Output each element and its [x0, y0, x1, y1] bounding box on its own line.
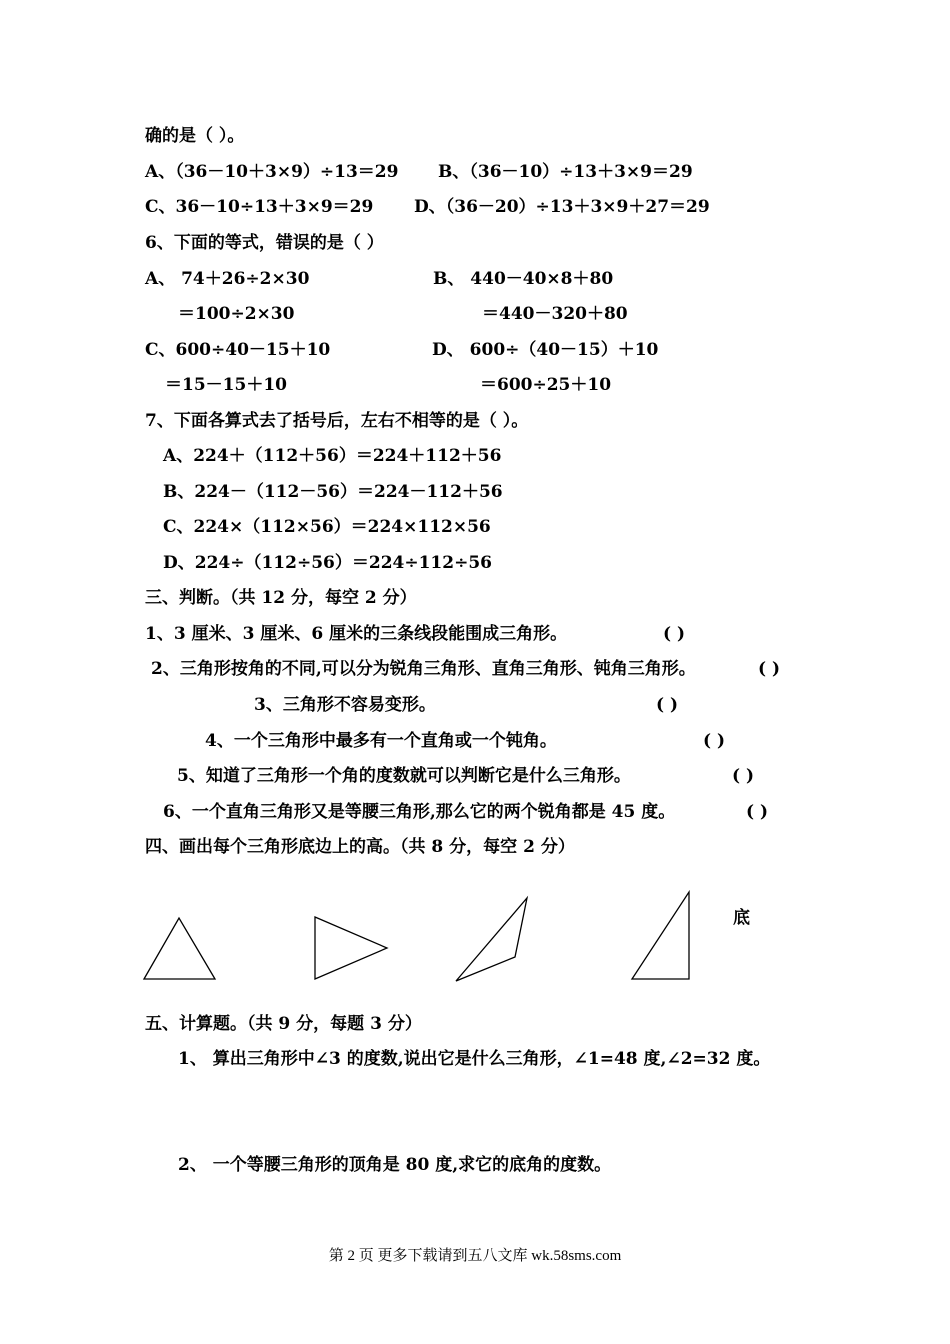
- q7-option-a: A、224＋（112＋56）＝224＋112＋56: [163, 446, 502, 466]
- q6-option-c-line2: ＝15－15＋10: [165, 375, 287, 395]
- judge-item-4-text: 4、一个三角形中最多有一个直角或一个钝角。: [205, 731, 557, 751]
- section4-title: 四、画出每个三角形底边上的高。（共 8 分，每空 2 分）: [145, 837, 575, 857]
- base-label: 底: [733, 908, 750, 928]
- triangle-equilateral: [144, 918, 215, 979]
- judge-item-6-bracket[interactable]: ( ): [746, 802, 769, 822]
- q5-option-c: C、36－10÷13＋3×9＝29: [145, 197, 374, 217]
- judge-item-6-text: 6、一个直角三角形又是等腰三角形,那么它的两个锐角都是 45 度。: [163, 802, 676, 822]
- q5-option-a: A、（36－10＋3×9）÷13＝29: [145, 162, 399, 182]
- q6-option-a-line2: ＝100÷2×30: [178, 304, 295, 324]
- q6-option-c-line1: C、600÷40－15＋10: [145, 340, 331, 360]
- section3-title: 三、判断。（共 12 分，每空 2 分）: [145, 588, 417, 608]
- judge-item-1-text: 1、3 厘米、3 厘米、6 厘米的三条线段能围成三角形。: [145, 624, 568, 644]
- judge-item-5-text: 5、知道了三角形一个角的度数就可以判断它是什么三角形。: [177, 766, 631, 786]
- triangle-pointing-right: [315, 917, 387, 979]
- judge-item-3-bracket[interactable]: ( ): [656, 695, 679, 715]
- judge-item-4-bracket[interactable]: ( ): [703, 731, 726, 751]
- triangle-right: [632, 892, 689, 979]
- q6-title: 6、下面的等式，错误的是（ ）: [145, 233, 384, 253]
- triangle-obtuse: [456, 898, 527, 981]
- page-footer: 第 2 页 更多下载请到五八文库 wk.58sms.com: [328, 1248, 622, 1264]
- q7-title: 7、下面各算式去了括号后，左右不相等的是（ ）。: [145, 411, 529, 431]
- q6-option-d-line1: D、 600÷（40－15）＋10: [432, 340, 659, 360]
- q5-option-b: B、（36－10）÷13＋3×9＝29: [438, 162, 693, 182]
- q6-option-b-line2: ＝440－320＋80: [482, 304, 628, 324]
- q6-option-b-line1: B、 440－40×8＋80: [433, 269, 614, 289]
- calc-question-2: 2、 一个等腰三角形的顶角是 80 度,求它的底角的度数。: [178, 1155, 612, 1175]
- judge-item-5-bracket[interactable]: ( ): [732, 766, 755, 786]
- q7-option-c: C、224×（112×56）＝224×112×56: [163, 517, 491, 537]
- q7-option-b: B、224－（112－56）＝224－112＋56: [163, 482, 503, 502]
- section5-title: 五、计算题。（共 9 分，每题 3 分）: [145, 1014, 422, 1034]
- q6-option-a-line1: A、 74＋26÷2×30: [145, 269, 310, 289]
- q5-stem-tail: 确的是（ ）。: [145, 126, 245, 146]
- judge-item-2-text: 2、三角形按角的不同,可以分为锐角三角形、直角三角形、钝角三角形。: [151, 659, 696, 679]
- judge-item-3-text: 3、三角形不容易变形。: [254, 695, 436, 715]
- q5-option-d: D、（36－20）÷13＋3×9＋27＝29: [414, 197, 710, 217]
- q6-option-d-line2: ＝600÷25＋10: [480, 375, 612, 395]
- calc-question-1: 1、 算出三角形中∠3 的度数,说出它是什么三角形，∠1=48 度,∠2=32 度。: [178, 1049, 771, 1069]
- judge-item-2-bracket[interactable]: ( ): [758, 659, 781, 679]
- q7-option-d: D、224÷（112÷56）＝224÷112÷56: [163, 553, 492, 573]
- judge-item-1-bracket[interactable]: ( ): [663, 624, 686, 644]
